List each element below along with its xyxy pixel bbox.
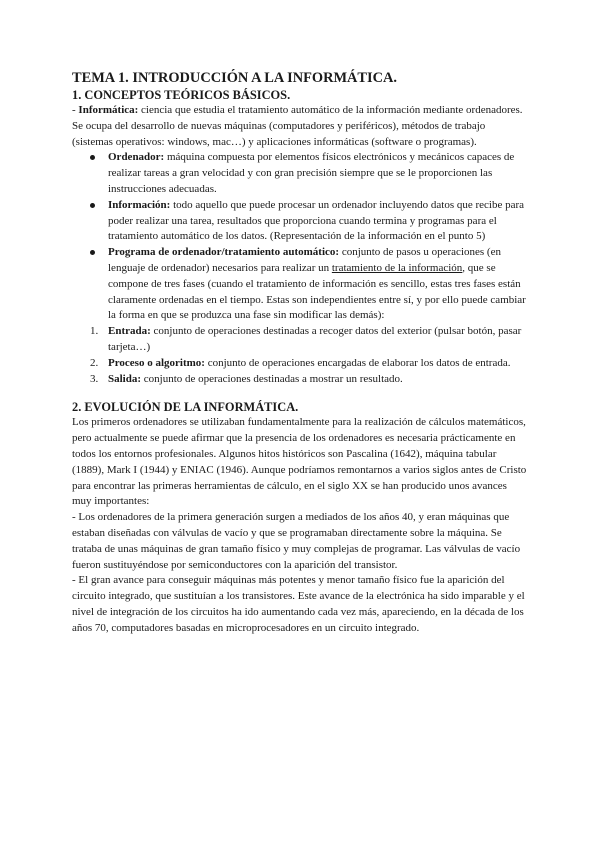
phase-text: conjunto de operaciones encargadas de elaborar los datos de entrada. [204,356,511,369]
underlined-phrase: tratamiento de la información [331,261,463,274]
phase-number: 2. [90,356,99,369]
informatica-definition [72,103,528,150]
phase-term: Proceso o algoritmo: [108,356,205,369]
bullet-term: Programa de ordenador/tratamiento automático: [108,246,340,259]
bullet-term: Información: [108,198,171,211]
bullet-item-programa [72,245,528,324]
phase-number: 1. [90,325,99,338]
bullet-dot-icon [90,250,95,255]
phase-text: conjunto de operaciones destinadas a mostrar un resultado. [141,372,403,385]
phase-number: 3. [90,372,99,385]
bullet-item-informacion [72,198,528,245]
informatica-text: ciencia que estudia el tratamiento automático de la información mediante ordenadores. Se ocupa del desarrollo de nuevas máquinas (computadores y periféricos), métodos de trabajo (sistemas operativos: windows, mac…) y aplicaciones informáticas (software o programas). [72,104,523,148]
bullet-dot-icon [90,155,95,160]
section-2-paragraph: Los primeros ordenadores se utilizaban fundamentalmente para la realización de cálculos matemáticos, pero actualmente se puede afirmar que la presencia de los ordenadores es necesaria prácticamente en todos los entornos profesionales. Algunos hitos históricos son Pascalina (1642), máquina tabular (1889), Mark I (1944) y ENIAC (1946). Aunque podríamos remontarnos a varios siglos antes de Cristo para encontrar las primeras herramientas de cálculo, en el siglo XX se han producido unos avances muy importantes: [72,416,527,508]
section-1-heading: 1. CONCEPTOS TEÓRICOS BÁSICOS. [72,88,291,102]
bullet-text-before: conjunto de pasos u operaciones (en lenguaje de ordenador) necesarios para realizar un [108,246,501,274]
intro-dash: - [72,104,79,116]
bullet-text: máquina compuesta por elementos físicos electrónicos y mecánicos capaces de realizar tareas a gran velocidad y con gran precisión siempre que se le proporcionen las instrucciones adecuadas. [108,151,515,195]
phase-item-salida [72,372,528,388]
bullet-item-ordenador [72,150,528,197]
bullet-text-after: , que se compone de tres fases (cuando el tratamiento de información es sencillo, estas tres fases están claramente ordenadas en el tiempo. Estas son independientes entre sí, y por ello puede cambiar la forma en que se produzca una fase sin modificar las demás): [108,261,526,322]
phase-term: Entrada: [108,325,151,338]
phase-term: Salida: [108,372,142,385]
bullet-dot-icon [90,203,95,208]
section-2-paragraph: - El gran avance para conseguir máquinas más potentes y menor tamaño físico fue la aparición del circuito integrado, que sustituían a los transistores. Este avance de la electrónica ha sido imparable y el nivel de integración de los circuitos ha ido aumentando cada vez más, apareciendo, en la década de los años 70, computadores basadas en microprocesadores en un circuito integrado. [72,574,525,634]
phase-item-entrada [72,324,528,356]
concepts-bullet-list [72,150,528,324]
section-2-heading: 2. EVOLUCIÓN DE LA INFORMÁTICA. [72,400,299,415]
phases-numbered-list [72,324,528,387]
bullet-term: Ordenador: [108,151,165,164]
informatica-term: Informática: [78,104,139,116]
section-2-paragraph: - Los ordenadores de la primera generación surgen a mediados de los años 40, y eran máquinas que estaban diseñadas con válvulas de vacío y que se programaban directamente sobre la máquina. Se trataba de unas máquinas de gran tamaño físico y muy complejas de programar. Las válvulas de vacío fueron sustituyéndose por semiconductores con la aparición del transistor. [72,511,521,571]
bullet-text: todo aquello que puede procesar un ordenador incluyendo datos que recibe para poder realizar una tarea, resultados que proporciona cuando termina y programas para el tratamiento automático de los datos. (Representación de la información en el punto 5) [108,198,525,243]
phase-item-proceso [72,356,528,372]
page-title: TEMA 1. INTRODUCCIÓN A LA INFORMÁTICA. [72,70,398,86]
section-spacer [72,387,528,399]
document-page [72,70,528,637]
phase-text: conjunto de operaciones destinadas a recoger datos del exterior (pulsar botón, pasar tarjeta…) [108,325,522,353]
